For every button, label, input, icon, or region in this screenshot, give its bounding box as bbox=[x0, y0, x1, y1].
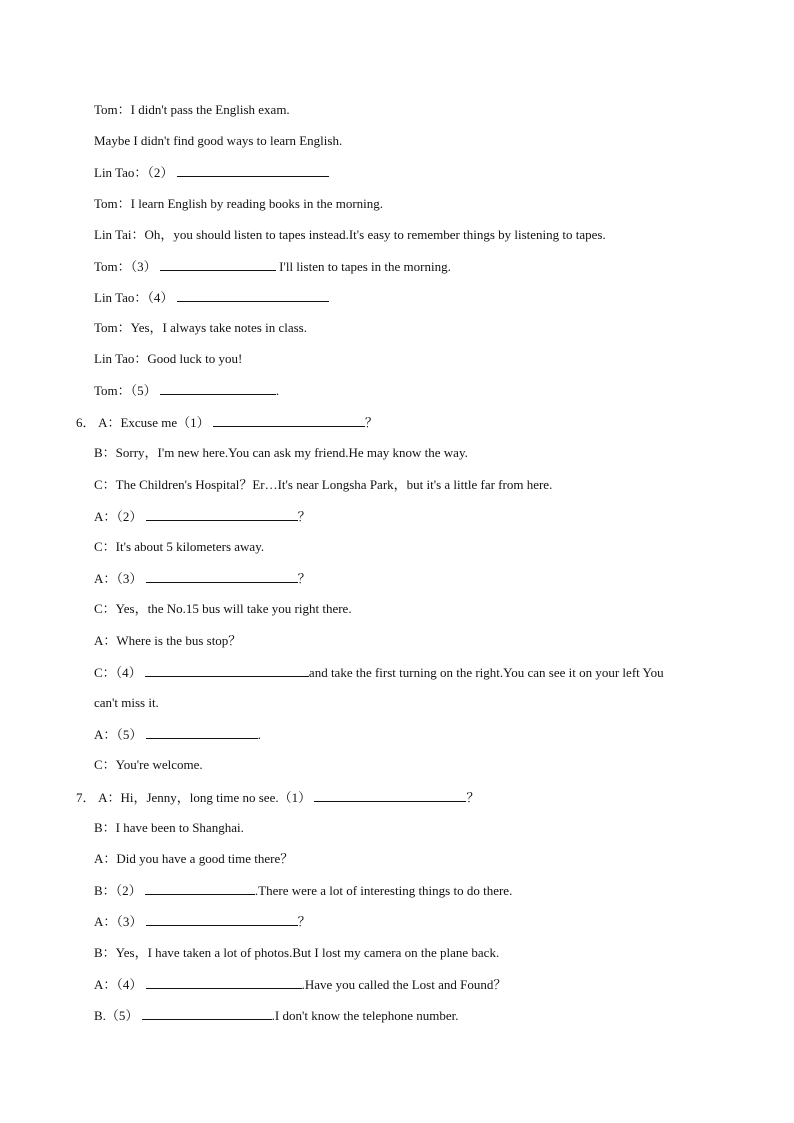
answer-blank[interactable] bbox=[145, 881, 255, 895]
dialogue-line: Tom：（5） . bbox=[94, 383, 280, 398]
dialogue-line: Lin Tao：（2） bbox=[94, 163, 329, 182]
answer-blank[interactable] bbox=[177, 163, 329, 177]
answer-blank[interactable] bbox=[160, 257, 276, 271]
question-number: 6． bbox=[76, 415, 96, 430]
dialogue-line: A：Did you have a good time there？ bbox=[94, 851, 294, 866]
answer-blank[interactable] bbox=[142, 1006, 272, 1020]
dialogue-line: A：（5） . bbox=[94, 727, 261, 742]
dialogue-line: C：You're welcome. bbox=[94, 757, 203, 772]
dialogue-line: A：（4） .Have you called the Lost and Found？ bbox=[94, 977, 507, 992]
dialogue-line: Tom：Yes，I always take notes in class. bbox=[94, 320, 307, 335]
dialogue-line: A：（2） ？ bbox=[94, 509, 311, 524]
answer-blank[interactable] bbox=[213, 413, 365, 427]
dialogue-line: B：（2） .There were a lot of interesting things to do there. bbox=[94, 883, 513, 898]
dialogue-line: A：（3） ？ bbox=[94, 571, 311, 586]
question-7: 7． A：Hi，Jenny，long time no see.（1） ？ bbox=[76, 790, 480, 805]
dialogue-line: can't miss it. bbox=[94, 695, 159, 710]
dialogue-line: A：Where is the bus stop？ bbox=[94, 633, 242, 648]
dialogue-line: Tom：（3） I'll listen to tapes in the morning. bbox=[94, 259, 451, 274]
question-number: 7． bbox=[76, 790, 96, 805]
dialogue-line: C：The Children's Hospital？Er…It's near Longsha Park，but it's a little far from here. bbox=[94, 477, 553, 492]
answer-blank[interactable] bbox=[146, 569, 298, 583]
dialogue-line: B.（5） .I don't know the telephone number. bbox=[94, 1008, 459, 1023]
dialogue-line: C：It's about 5 kilometers away. bbox=[94, 539, 265, 554]
answer-blank[interactable] bbox=[160, 381, 276, 395]
answer-blank[interactable] bbox=[177, 288, 329, 302]
dialogue-line: C：Yes，the No.15 bus will take you right there. bbox=[94, 601, 352, 616]
dialogue-line: B：Sorry，I'm new here.You can ask my friend.He may know the way. bbox=[94, 445, 468, 460]
dialogue-line: Lin Tao：Good luck to you! bbox=[94, 351, 243, 366]
answer-blank[interactable] bbox=[314, 788, 466, 802]
dialogue-line: Lin Tai：Oh，you should listen to tapes instead.It's easy to remember things by listening to tapes. bbox=[94, 227, 606, 242]
dialogue-line: B：Yes，I have taken a lot of photos.But I lost my camera on the plane back. bbox=[94, 945, 500, 960]
answer-blank[interactable] bbox=[146, 725, 258, 739]
answer-blank[interactable] bbox=[146, 507, 298, 521]
answer-blank[interactable] bbox=[146, 912, 298, 926]
answer-blank[interactable] bbox=[145, 663, 309, 677]
answer-blank[interactable] bbox=[146, 975, 302, 989]
dialogue-line: A：（3） ？ bbox=[94, 914, 311, 929]
dialogue-line: Lin Tao：（4） bbox=[94, 288, 329, 307]
question-6: 6． A：Excuse me（1） ？ bbox=[76, 415, 378, 430]
dialogue-line: Maybe I didn't find good ways to learn English. bbox=[94, 133, 343, 148]
dialogue-line: B：I have been to Shanghai. bbox=[94, 820, 244, 835]
dialogue-line: Tom：I learn English by reading books in the morning. bbox=[94, 196, 384, 211]
dialogue-line: C：（4） and take the first turning on the right.You can see it on your left You bbox=[94, 665, 664, 680]
dialogue-line: Tom：I didn't pass the English exam. bbox=[94, 102, 290, 117]
